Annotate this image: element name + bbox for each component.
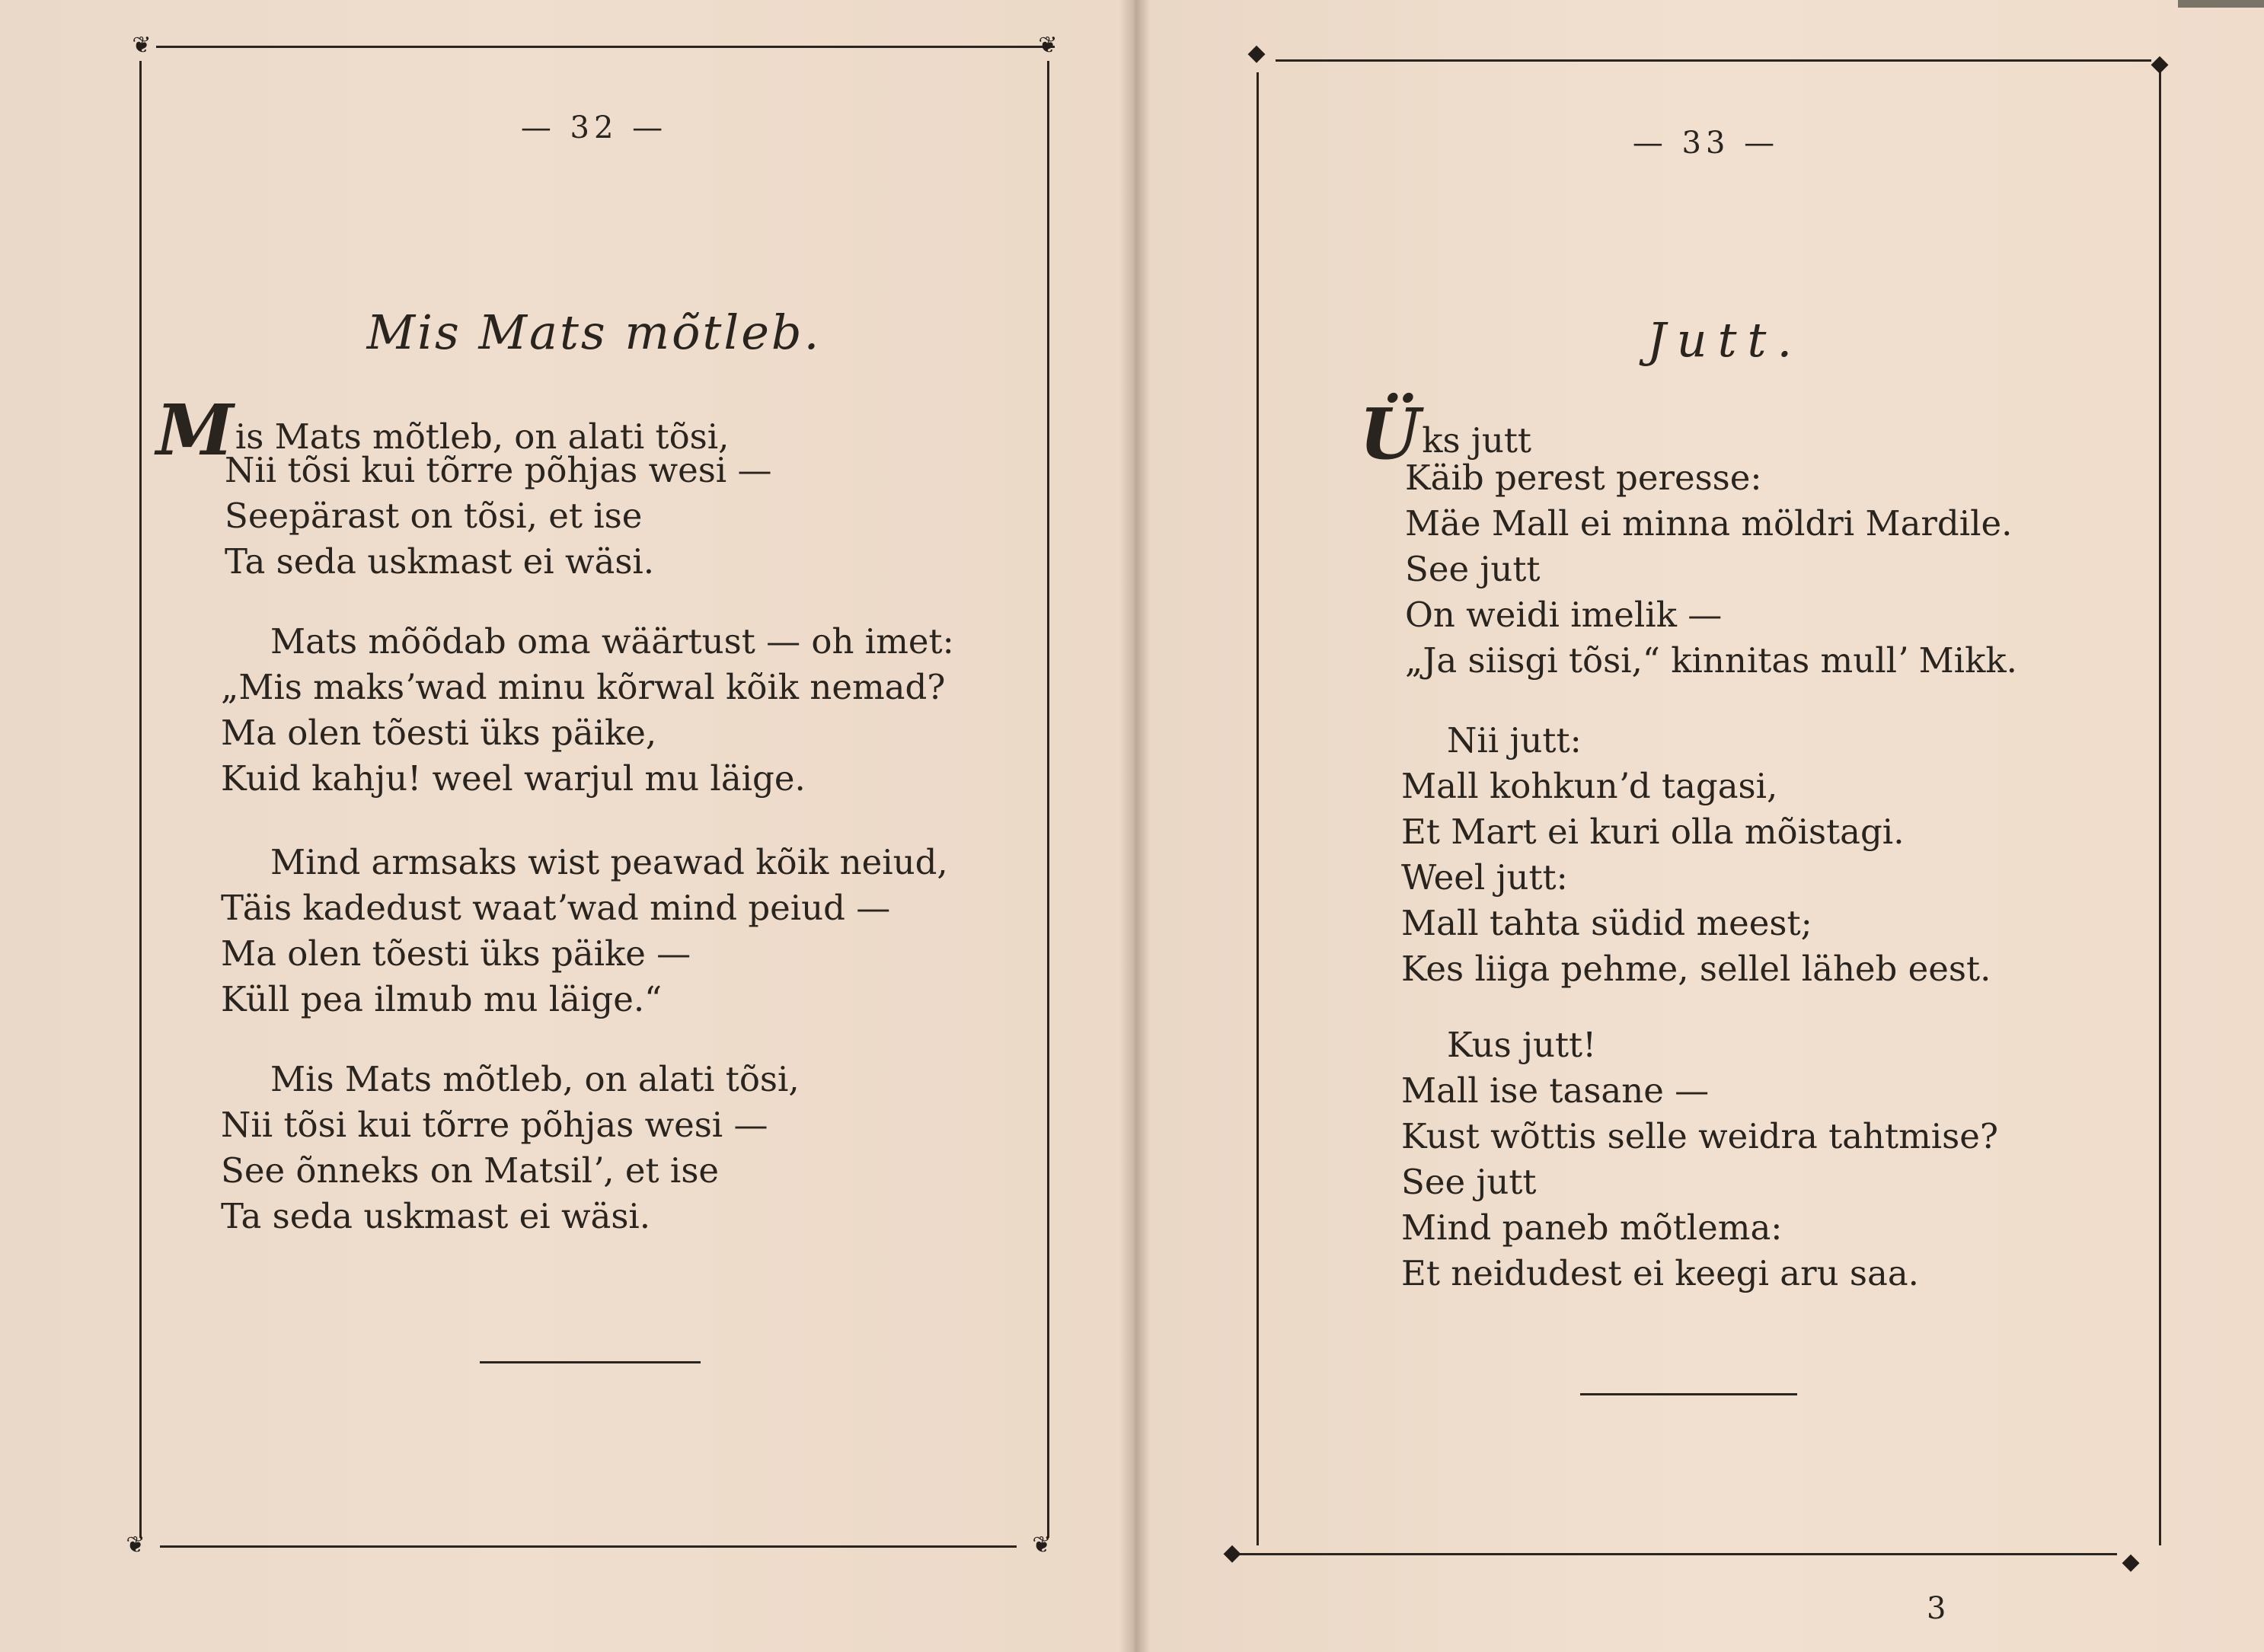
poem-line: See jutt <box>1401 1162 1537 1202</box>
poem-line-rest: ks jutt <box>1422 420 1532 461</box>
diamond-ornament-icon: ◆ <box>2151 50 2169 77</box>
section-divider <box>480 1361 701 1363</box>
corner-ornament-icon: ❦ <box>132 32 152 59</box>
poem-line: Mind armsaks wist peawad kõik neiud, <box>270 842 948 882</box>
poem-line: Ma olen tõesti üks päike — <box>221 933 691 974</box>
book-gutter <box>1119 0 1150 1652</box>
right-frame-left <box>1257 72 1259 1545</box>
poem-line: Ta seda uskmast ei wäsi. <box>225 541 655 582</box>
corner-ornament-icon: ❦ <box>1032 1532 1052 1558</box>
poem-line: Et neidudest ei keegi aru saa. <box>1401 1253 1919 1293</box>
right-page <box>1135 0 2264 1652</box>
poem-line: Ma olen tõesti üks päike, <box>221 713 657 753</box>
poem-line: Kes liiga pehme, sellel läheb eest. <box>1401 949 1991 989</box>
diamond-ornament-icon: ◆ <box>1223 1539 1241 1566</box>
drop-cap: M <box>156 389 234 471</box>
poem-title: Jutt. <box>1646 312 1803 368</box>
page-number: — 32 — <box>520 110 668 145</box>
poem-line: Käib perest peresse: <box>1405 458 1762 498</box>
corner-ornament-icon: ❦ <box>1038 32 1058 59</box>
corner-ornament-icon: ❦ <box>126 1532 145 1558</box>
right-frame-bottom <box>1237 1553 2117 1555</box>
poem-line: Seepärast on tõsi, et ise <box>225 496 643 536</box>
left-frame-right <box>1047 61 1049 1538</box>
poem-line: Nii tõsi kui tõrre põhjas wesi — <box>225 450 772 490</box>
poem-line: Mall tahta südid meest; <box>1401 903 1812 943</box>
poem-line: Mäe Mall ei minna möldri Mardile. <box>1405 503 2013 544</box>
poem-line: Nii tõsi kui tõrre põhjas wesi — <box>221 1105 768 1145</box>
poem-line: Küll pea ilmub mu läige.“ <box>221 979 663 1019</box>
diamond-ornament-icon: ◆ <box>1247 40 1266 66</box>
left-frame-bottom <box>160 1545 1017 1548</box>
page-number: — 33 — <box>1632 126 1780 161</box>
poem-line: Mall ise tasane — <box>1401 1070 1710 1111</box>
poem-line: Kus jutt! <box>1447 1025 1597 1065</box>
poem-line: „Mis maksʼwad minu kõrwal kõik nemad? <box>221 667 946 707</box>
left-frame-left <box>139 61 142 1538</box>
signature-number: 3 <box>1927 1591 1946 1626</box>
poem-line: Nii jutt: <box>1447 720 1582 761</box>
poem-line: See õnneks on Matsilʼ, et ise <box>221 1150 720 1191</box>
poem-line: Mats mõõdab oma wäärtust — oh imet: <box>270 621 954 662</box>
poem-line <box>1359 393 1532 475</box>
poem-line: Ta seda uskmast ei wäsi. <box>221 1196 651 1236</box>
poem-title: Mis Mats mõtleb. <box>366 305 822 360</box>
left-frame-top <box>156 46 1055 48</box>
poem-line: See jutt <box>1405 549 1541 589</box>
poem-line: Täis kadedust waatʼwad mind peiud — <box>221 888 891 928</box>
poem-line: Kuid kahju! weel warjul mu läige. <box>221 758 806 799</box>
poem-line: On weidi imelik — <box>1405 595 1723 635</box>
poem-line: Mis Mats mõtleb, on alati tõsi, <box>270 1059 800 1099</box>
poem-line: Kust wõttis selle weidra tahtmise? <box>1401 1116 1998 1156</box>
poem-line: „Ja siisgi tõsi,“ kinnitas mullʼ Mikk. <box>1405 640 2017 681</box>
right-frame-top <box>1276 59 2151 62</box>
poem-line: Et Mart ei kuri olla mõistagi. <box>1401 812 1905 852</box>
drop-cap: Ü <box>1359 393 1421 475</box>
poem-line-rest: is Mats mõtleb, on alati tõsi, <box>235 416 730 457</box>
diamond-ornament-icon: ◆ <box>2122 1548 2140 1575</box>
poem-line: Mall kohkunʼd tagasi, <box>1401 766 1778 806</box>
poem-line: Weel jutt: <box>1401 857 1568 898</box>
right-frame-right <box>2159 72 2161 1545</box>
section-divider <box>1580 1393 1797 1395</box>
edge-strip <box>2178 0 2264 8</box>
poem-line: Mind paneb mõtlema: <box>1401 1207 1783 1248</box>
